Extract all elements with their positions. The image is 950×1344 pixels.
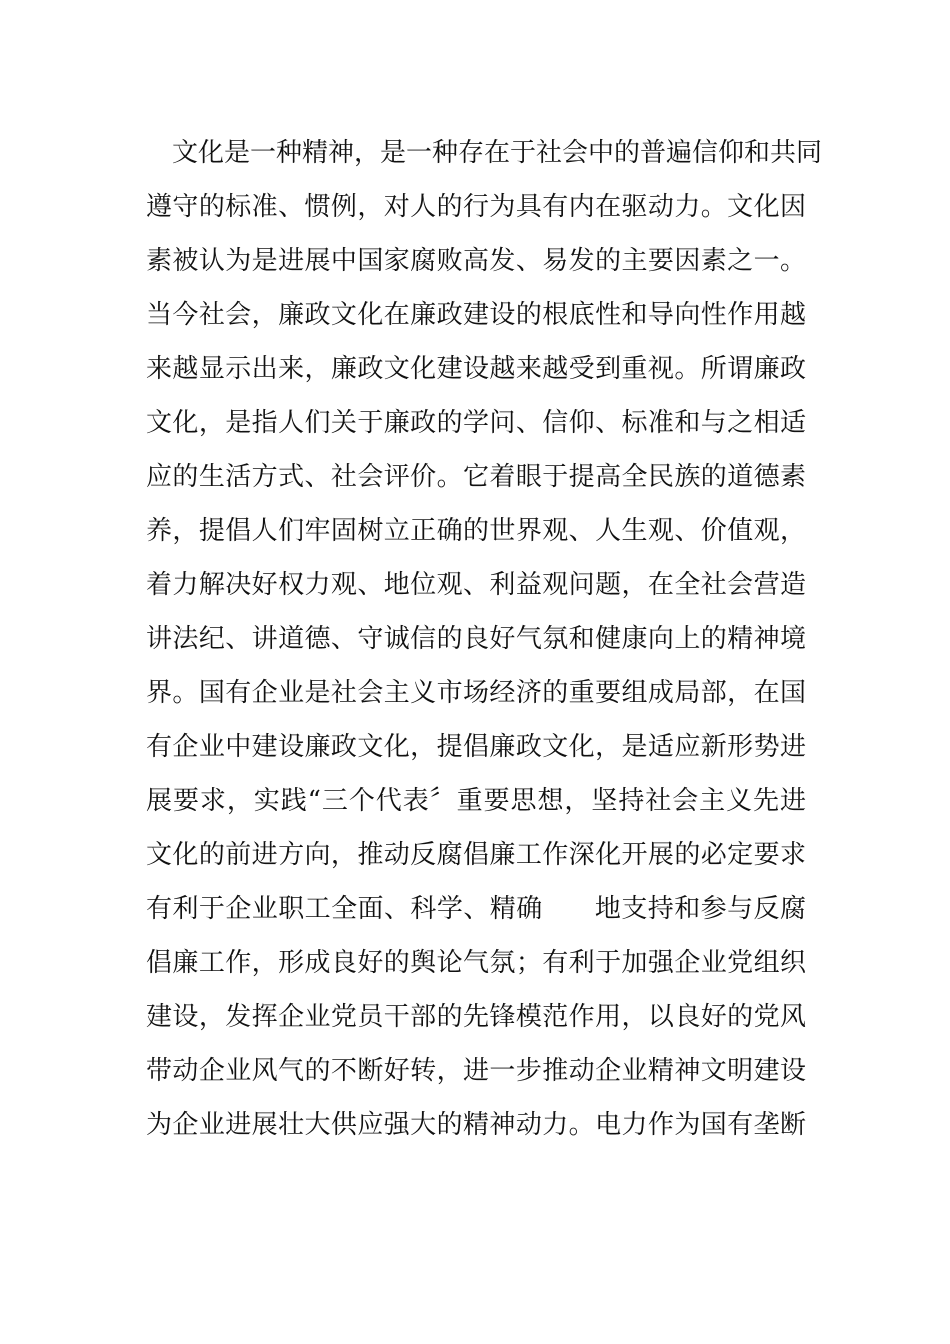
text-line: 带动企业风气的不断好转，进一步推动企业精神文明建设: [146, 1056, 806, 1086]
text-line: 来越显示出来，廉政文化建设越来越受到重视。所谓廉政: [146, 354, 806, 384]
text-line: 文化的前进方向，推动反腐倡廉工作深化开展的必定要求: [146, 840, 806, 870]
text-line: 应的生活方式、社会评价。它着眼于提高全民族的道德素: [146, 462, 806, 492]
text-line: 有利于企业职工全面、科学、精确 地支持和参与反腐: [146, 894, 806, 924]
text-line: 文化是一种精神，是一种存在于社会中的普遍信仰和共同: [172, 138, 823, 168]
text-line: 养，提倡人们牢固树立正确的世界观、人生观、价值观，: [146, 516, 806, 546]
text-line: 展要求，实践“三个代表〞重要思想，坚持社会主义先进: [146, 786, 806, 816]
text-line: 为企业进展壮大供应强大的精神动力。电力作为国有垄断: [146, 1110, 806, 1140]
text-line: 遵守的标准、惯例，对人的行为具有内在驱动力。文化因: [146, 192, 806, 222]
text-line: 素被认为是进展中国家腐败高发、易发的主要因素之一。: [146, 246, 806, 276]
text-line: 界。国有企业是社会主义市场经济的重要组成局部，在国: [146, 678, 806, 708]
text-line: 倡廉工作，形成良好的舆论气氛；有利于加强企业党组织: [146, 948, 806, 978]
text-line: 建设，发挥企业党员干部的先锋模范作用，以良好的党风: [146, 1002, 806, 1032]
text-line: 文化，是指人们关于廉政的学问、信仰、标准和与之相适: [146, 408, 806, 438]
text-line: 着力解决好权力观、地位观、利益观问题，在全社会营造: [146, 570, 806, 600]
text-line: 当今社会，廉政文化在廉政建设的根底性和导向性作用越: [146, 300, 806, 330]
body-paragraph: [146, 126, 823, 1152]
text-line: 讲法纪、讲道德、守诚信的良好气氛和健康向上的精神境: [146, 624, 806, 654]
text-line: 有企业中建设廉政文化，提倡廉政文化，是适应新形势进: [146, 732, 806, 762]
